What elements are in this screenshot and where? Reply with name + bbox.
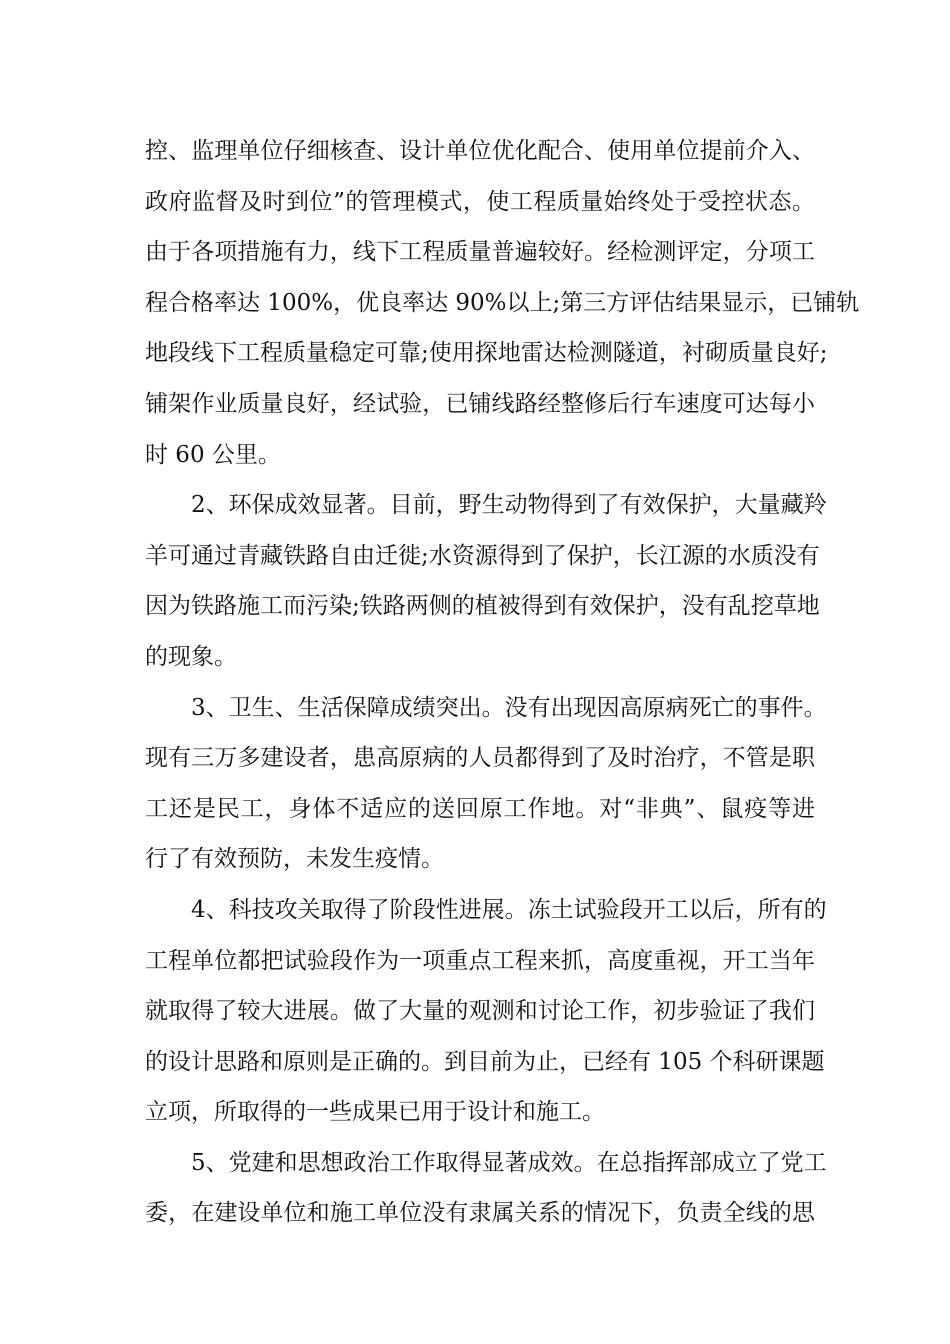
text-line: 由于各项措施有力，线下工程质量普遍较好。经检测评定，分项工	[145, 239, 815, 266]
paragraph-5-start: 5、党建和思想政治工作取得显著成效。在总指挥部成立了党工	[191, 1149, 827, 1176]
text-line: 羊可通过青藏铁路自由迁徙;水资源得到了保护，长江源的水质没有	[145, 542, 820, 569]
text-line: 因为铁路施工而污染;铁路两侧的植被得到有效保护，没有乱挖草地	[145, 593, 820, 620]
text-line: 控、监理单位仔细核查、设计单位优化配合、使用单位提前介入、	[145, 138, 815, 164]
text-line: 政府监督及时到位”的管理模式，使工程质量始终处于受控状态。	[145, 188, 815, 215]
text-line: 就取得了较大进展。做了大量的观测和讨论工作，初步验证了我们	[145, 998, 815, 1025]
text-line: 铺架作业质量良好，经试验，已铺线路经整修后行车速度可达每小	[145, 390, 815, 417]
text-line: 行了有效预防，未发生疫情。	[145, 846, 444, 873]
paragraph-3-start: 3、卫生、生活保障成绩突出。没有出现因高原病死亡的事件。	[191, 694, 827, 721]
text-line: 现有三万多建设者，患高原病的人员都得到了及时治疗，不管是职	[145, 745, 815, 772]
text-line: 工还是民工，身体不适应的送回原工作地。对“非典”、鼠疫等进	[145, 795, 815, 822]
text-line: 的现象。	[145, 643, 237, 670]
text-line: 程合格率达 100%，优良率达 90%以上;第三方评估结果显示，已铺轨	[145, 289, 860, 316]
document-body	[145, 126, 860, 1239]
paragraph-4-start: 4、科技攻关取得了阶段性进展。冻土试验段开工以后，所有的	[191, 896, 827, 923]
text-line: 委，在建设单位和施工单位没有隶属关系的情况下，负责全线的思	[145, 1200, 815, 1227]
text-line: 的设计思路和原则是正确的。到目前为止，已经有 105 个科研课题	[145, 1048, 825, 1075]
text-line: 地段线下工程质量稳定可靠;使用探地雷达检测隧道，衬砌质量良好;	[145, 340, 828, 367]
text-line: 立项，所取得的一些成果已用于设计和施工。	[145, 1099, 605, 1126]
paragraph-2-start: 2、环保成效显著。目前，野生动物得到了有效保护，大量藏羚	[191, 492, 827, 519]
text-line: 工程单位都把试验段作为一项重点工程来抓，高度重视，开工当年	[145, 947, 815, 974]
text-line: 时 60 公里。	[145, 441, 281, 468]
